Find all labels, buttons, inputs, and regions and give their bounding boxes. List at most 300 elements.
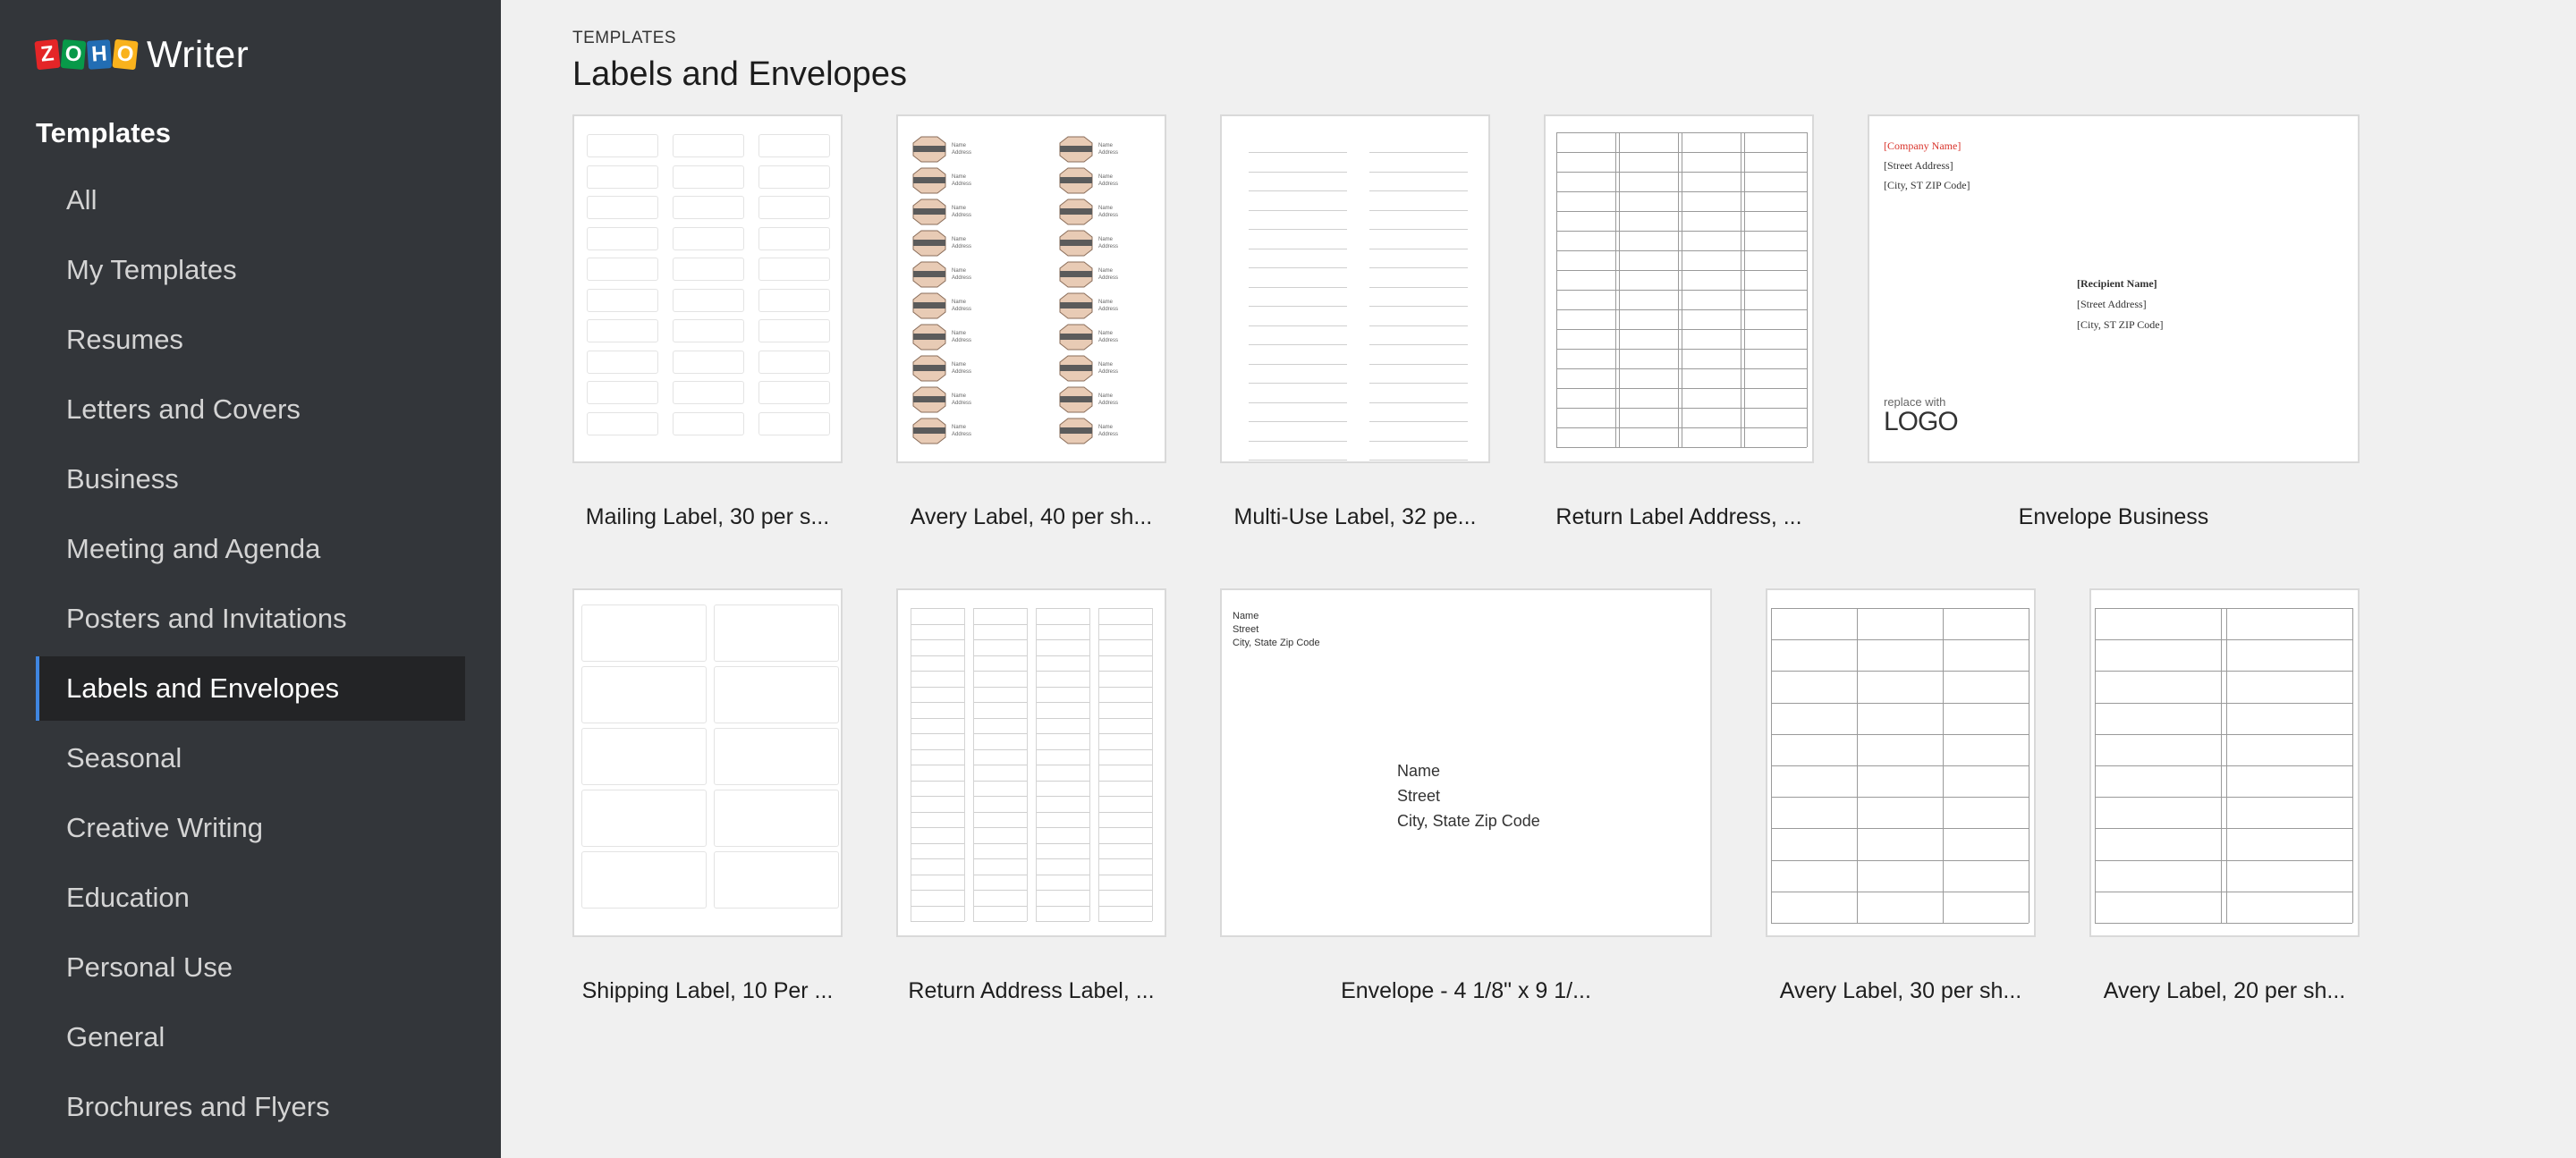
recipient-line: City, State Zip Code [1397,812,1540,830]
label-cell [581,790,707,847]
label-row-line [1249,460,1347,461]
label-badge-icon [912,261,946,286]
template-card[interactable] [1766,588,2036,1027]
badge-text-line: Address [952,432,972,437]
badge-text [952,236,971,250]
label-row-line [1369,229,1468,230]
grid-row-line [1556,408,1807,409]
sidebar-item-label: Labels and Envelopes [66,672,340,704]
grid-row-line [1098,749,1152,750]
grid-row-line [1556,309,1807,310]
template-thumbnail[interactable] [1220,588,1712,937]
label-cell [758,412,830,435]
template-thumbnail[interactable] [1868,114,2360,463]
grid-row-line [973,671,1027,672]
badge-text-line: Name [952,206,967,211]
label-cell [673,134,744,157]
grid-row-line [1098,733,1152,734]
label-cell [673,258,744,281]
grid-row-line [1036,781,1089,782]
badge-text-line: Name [1098,206,1114,211]
grid-row-line [1036,702,1089,703]
sidebar-item-label: General [66,1021,165,1052]
label-row-line [1249,364,1347,365]
badge-text-line: Address [952,401,972,406]
badge-text-line: Address [952,182,972,187]
label-cell [587,289,658,312]
label-row-line [1369,364,1468,365]
grid-row-line [911,890,964,891]
label-row-line [1369,152,1468,153]
grid-col-line [1152,608,1153,921]
grid-row-line [911,639,964,640]
grid-row-line [2095,797,2352,798]
sidebar-item-label: Meeting and Agenda [66,533,321,564]
label-cell [581,604,707,662]
grid-row-line [1098,781,1152,782]
template-thumbnail[interactable] [1766,588,2036,937]
grid-row-line [973,702,1027,703]
template-caption[interactable]: Envelope - 4 1/8" x 9 1/... [1341,978,1591,1003]
label-row-line [1369,287,1468,288]
badge-text [1098,267,1118,282]
badge-text-line: Address [1098,401,1119,406]
label-badge-icon [912,418,946,443]
sidebar-item-letters-and-covers[interactable] [36,377,465,442]
label-badge-icon [1059,386,1093,411]
badge-text [1098,424,1118,438]
template-caption[interactable]: Avery Label, 20 per sh... [2103,978,2346,1003]
label-row-line [1249,306,1347,307]
label-cell [714,851,839,909]
grid-row-line [973,718,1027,719]
grid-row-line [1098,624,1152,625]
template-caption[interactable]: Multi-Use Label, 32 pe... [1233,504,1477,529]
grid-row-line [1556,231,1807,232]
template-card[interactable] [896,114,1166,553]
badge-text-line: Address [1098,182,1119,187]
label-badge-icon [1059,292,1093,317]
grid-row-line [973,749,1027,750]
grid-row-line [1556,329,1807,330]
template-thumbnail[interactable] [1220,114,1490,463]
sidebar [0,0,501,1158]
badge-text-line: Address [952,369,972,375]
grid-col-line [1098,608,1099,921]
label-badge-icon [912,292,946,317]
grid-row-line [911,827,964,828]
label-row-line [1249,267,1347,268]
label-row-line [1369,421,1468,422]
template-caption[interactable]: Avery Label, 40 per sh... [910,504,1153,529]
label-row-line [1249,210,1347,211]
label-row-line [1369,267,1468,268]
label-cell [673,319,744,342]
label-cell [587,351,658,374]
label-row-line [1249,441,1347,442]
sidebar-item-all[interactable] [36,168,465,232]
sender-line: [City, ST ZIP Code] [1884,179,1970,191]
grid-row-line [2095,828,2352,829]
badge-text-line: Address [952,338,972,343]
page-title: Labels and Envelopes [572,55,907,93]
grid-col-line [964,608,965,921]
sidebar-item-label: Brochures and Flyers [66,1091,330,1122]
grid-row-line [1036,749,1089,750]
label-cell [714,604,839,662]
label-cell [758,351,830,374]
template-thumbnail[interactable] [896,114,1166,463]
badge-text [1098,361,1118,376]
breadcrumb: TEMPLATES [572,29,677,47]
grid-row-line [1098,608,1152,609]
sidebar-item-label: Creative Writing [66,812,263,843]
grid-row-line [1556,211,1807,212]
label-row-line [1369,402,1468,403]
sidebar-item-creative-writing[interactable] [36,796,465,860]
label-cell [673,196,744,219]
badge-text [952,330,971,344]
label-badge-icon [1059,261,1093,286]
badge-text-line: Address [952,244,972,249]
badge-text [952,173,971,188]
badge-text-line: Name [1098,237,1114,242]
sidebar-item-education[interactable] [36,866,465,930]
badge-text-line: Name [952,393,967,399]
template-card[interactable] [896,588,1166,1027]
label-badge-icon [912,136,946,161]
badge-text [1098,173,1118,188]
grid-row-line [973,812,1027,813]
label-row-line [1249,402,1347,403]
grid-col-line [1807,132,1808,447]
recipient-line: [City, ST ZIP Code] [2077,318,2164,331]
sidebar-item-general[interactable] [36,1005,465,1069]
template-thumbnail[interactable] [572,588,843,937]
grid-row-line [1771,923,2029,924]
grid-row-line [1556,172,1807,173]
sender-line: City, State Zip Code [1233,638,1320,648]
grid-row-line [911,608,964,609]
grid-row-line [2095,639,2352,640]
badge-text-line: Name [1098,300,1114,305]
sidebar-item-label: Letters and Covers [66,393,301,425]
badge-text-line: Name [952,362,967,368]
sidebar-item-posters-and-invitations[interactable] [36,587,465,651]
label-row-line [1249,421,1347,422]
label-cell [758,289,830,312]
sidebar-item-label: Personal Use [66,951,233,983]
badge-text [952,267,971,282]
badge-text-line: Address [1098,213,1119,218]
badge-text-line: Address [1098,307,1119,312]
grid-row-line [911,702,964,703]
grid-row-line [1036,812,1089,813]
grid-row-line [1036,796,1089,797]
label-row-line [1249,344,1347,345]
grid-row-line [973,655,1027,656]
template-caption[interactable]: Return Label Address, ... [1555,504,1802,529]
label-row-line [1249,325,1347,326]
grid-row-line [1556,132,1807,133]
sender-line: [Street Address] [1884,159,1953,172]
grid-row-line [1036,639,1089,640]
sidebar-item-resumes[interactable] [36,308,465,372]
badge-text-line: Name [952,300,967,305]
label-cell [673,289,744,312]
badge-text [1098,299,1118,313]
badge-text [1098,205,1118,219]
label-row-line [1369,441,1468,442]
template-card[interactable] [1220,114,1490,553]
badge-text-line: Address [1098,369,1119,375]
label-cell [587,319,658,342]
badge-text-line: Name [1098,362,1114,368]
sidebar-item-label: Posters and Invitations [66,603,347,634]
label-badge-icon [1059,355,1093,380]
badge-text [952,142,971,156]
sidebar-item-brochures-and-flyers[interactable] [36,1075,465,1139]
badge-text-line: Address [952,213,972,218]
label-badge-icon [912,324,946,349]
grid-row-line [1556,368,1807,369]
zoho-logo-icon [36,40,140,69]
grid-row-line [973,858,1027,859]
grid-row-line [2095,703,2352,704]
grid-row-line [911,655,964,656]
label-cell [758,196,830,219]
label-cell [673,165,744,189]
template-caption[interactable]: Envelope Business [2018,504,2209,529]
label-row-line [1369,344,1468,345]
grid-row-line [911,796,964,797]
badge-text-line: Name [952,425,967,430]
grid-row-line [2095,860,2352,861]
logo-hint: replace with [1884,395,1946,409]
label-badge-icon [912,167,946,192]
logo-letter-tile: H [87,39,112,70]
grid-row-line [1556,191,1807,192]
label-cell [587,227,658,250]
label-row-line [1249,229,1347,230]
sidebar-item-label: My Templates [66,254,237,285]
sidebar-item-business[interactable] [36,447,465,511]
grid-row-line [1556,270,1807,271]
grid-row-line [1556,447,1807,448]
sidebar-item-label: Business [66,463,179,494]
badge-text-line: Name [1098,331,1114,336]
sidebar-item-meeting-and-agenda[interactable] [36,517,465,581]
label-cell [758,381,830,404]
grid-row-line [1098,655,1152,656]
grid-row-line [2095,765,2352,766]
template-caption[interactable]: Mailing Label, 30 per s... [585,504,830,529]
grid-row-line [911,921,964,922]
grid-row-line [911,749,964,750]
sidebar-item-labels-and-envelopes[interactable] [36,656,465,721]
grid-row-line [1098,827,1152,828]
template-thumbnail[interactable] [2089,588,2360,937]
badge-text-line: Address [1098,432,1119,437]
main-content [501,0,2576,1158]
badge-text-line: Address [952,150,972,156]
grid-col-line [1678,132,1679,447]
recipient-line: Street [1397,787,1441,805]
grid-row-line [1098,687,1152,688]
sidebar-item-label: Education [66,882,190,913]
grid-col-line [1027,608,1028,921]
label-badge-icon [1059,167,1093,192]
label-cell [758,165,830,189]
badge-text-line: Name [952,143,967,148]
label-cell [587,165,658,189]
grid-row-line [1771,860,2029,861]
label-cell [714,666,839,723]
grid-row-line [1036,733,1089,734]
grid-row-line [911,781,964,782]
grid-row-line [911,671,964,672]
label-cell [587,134,658,157]
grid-row-line [973,733,1027,734]
grid-row-line [1036,671,1089,672]
grid-row-line [1771,765,2029,766]
template-card[interactable] [1868,114,2360,553]
category-nav [36,168,465,1145]
badge-text-line: Address [1098,275,1119,281]
label-cell [673,227,744,250]
app-name: Writer [147,33,250,75]
label-row-line [1369,383,1468,384]
label-cell [714,790,839,847]
badge-text-line: Name [1098,174,1114,180]
grid-row-line [973,687,1027,688]
label-badge-icon [912,199,946,224]
grid-row-line [1036,858,1089,859]
grid-row-line [2095,671,2352,672]
badge-text [952,299,971,313]
label-row-line [1249,287,1347,288]
label-row-line [1369,172,1468,173]
label-row-line [1249,172,1347,173]
grid-row-line [1556,349,1807,350]
logo-placeholder [1884,395,1958,435]
grid-row-line [1771,797,2029,798]
grid-row-line [1098,718,1152,719]
grid-col-line [1089,608,1090,921]
grid-row-line [1098,671,1152,672]
template-card[interactable] [2089,588,2360,1027]
template-caption[interactable]: Return Address Label, ... [908,978,1155,1003]
template-caption[interactable]: Shipping Label, 10 Per ... [581,978,834,1003]
badge-text-line: Name [952,331,967,336]
grid-row-line [973,906,1027,907]
sidebar-item-label: All [66,184,97,216]
label-badge-icon [1059,324,1093,349]
label-cell [587,412,658,435]
grid-row-line [1036,827,1089,828]
label-row-line [1369,190,1468,191]
grid-row-line [911,858,964,859]
label-cell [673,412,744,435]
grid-row-line [911,733,964,734]
grid-row-line [973,890,1027,891]
label-cell [714,728,839,785]
label-cell [581,851,707,909]
template-caption[interactable]: Avery Label, 30 per sh... [1779,978,2022,1003]
grid-row-line [1556,427,1807,428]
template-card[interactable] [572,588,843,1027]
label-cell [673,381,744,404]
grid-row-line [973,827,1027,828]
grid-col-line [2352,608,2353,923]
sidebar-item-personal-use[interactable] [36,935,465,1000]
grid-row-line [1036,608,1089,609]
label-cell [581,666,707,723]
label-cell [581,728,707,785]
grid-row-line [1036,921,1089,922]
badge-text [952,205,971,219]
recipient-line: [Street Address] [2077,298,2147,310]
badge-text-line: Name [1098,393,1114,399]
badge-text-line: Name [1098,425,1114,430]
label-badge-icon [912,230,946,255]
grid-row-line [1098,858,1152,859]
template-thumbnail[interactable] [572,114,843,463]
sidebar-item-seasonal[interactable] [36,726,465,790]
recipient-line: Name [1397,762,1441,780]
label-row-line [1249,383,1347,384]
template-thumbnail[interactable] [1544,114,1814,463]
grid-row-line [911,812,964,813]
grid-row-line [1036,655,1089,656]
label-badge-icon [1059,230,1093,255]
template-card[interactable] [1544,114,1814,553]
grid-row-line [1098,921,1152,922]
badge-text-line: Name [952,237,967,242]
grid-col-line [973,608,974,921]
template-thumbnail[interactable] [896,588,1166,937]
grid-row-line [1771,671,2029,672]
grid-row-line [973,624,1027,625]
grid-row-line [1036,890,1089,891]
zoho-writer-logo[interactable] [36,32,249,77]
grid-row-line [973,796,1027,797]
label-cell [587,258,658,281]
grid-row-line [1771,828,2029,829]
badge-text-line: Address [952,275,972,281]
sidebar-item-my-templates[interactable] [36,238,465,302]
label-cell [758,227,830,250]
badge-text [1098,393,1118,407]
label-badge-icon [912,386,946,411]
grid-row-line [1036,843,1089,844]
logo-word: LOGO [1884,407,1958,436]
grid-row-line [973,639,1027,640]
grid-row-line [1771,734,2029,735]
label-cell [673,351,744,374]
badge-text-line: Address [952,307,972,312]
grid-row-line [1556,388,1807,389]
badge-text [952,361,971,376]
label-row-line [1369,325,1468,326]
logo-letter-tile: O [61,39,87,70]
template-card[interactable] [1220,588,1712,1027]
badge-text [952,424,971,438]
sidebar-heading: Templates [36,117,172,148]
template-card[interactable] [572,114,843,553]
grid-row-line [1771,608,2029,609]
grid-row-line [1098,890,1152,891]
